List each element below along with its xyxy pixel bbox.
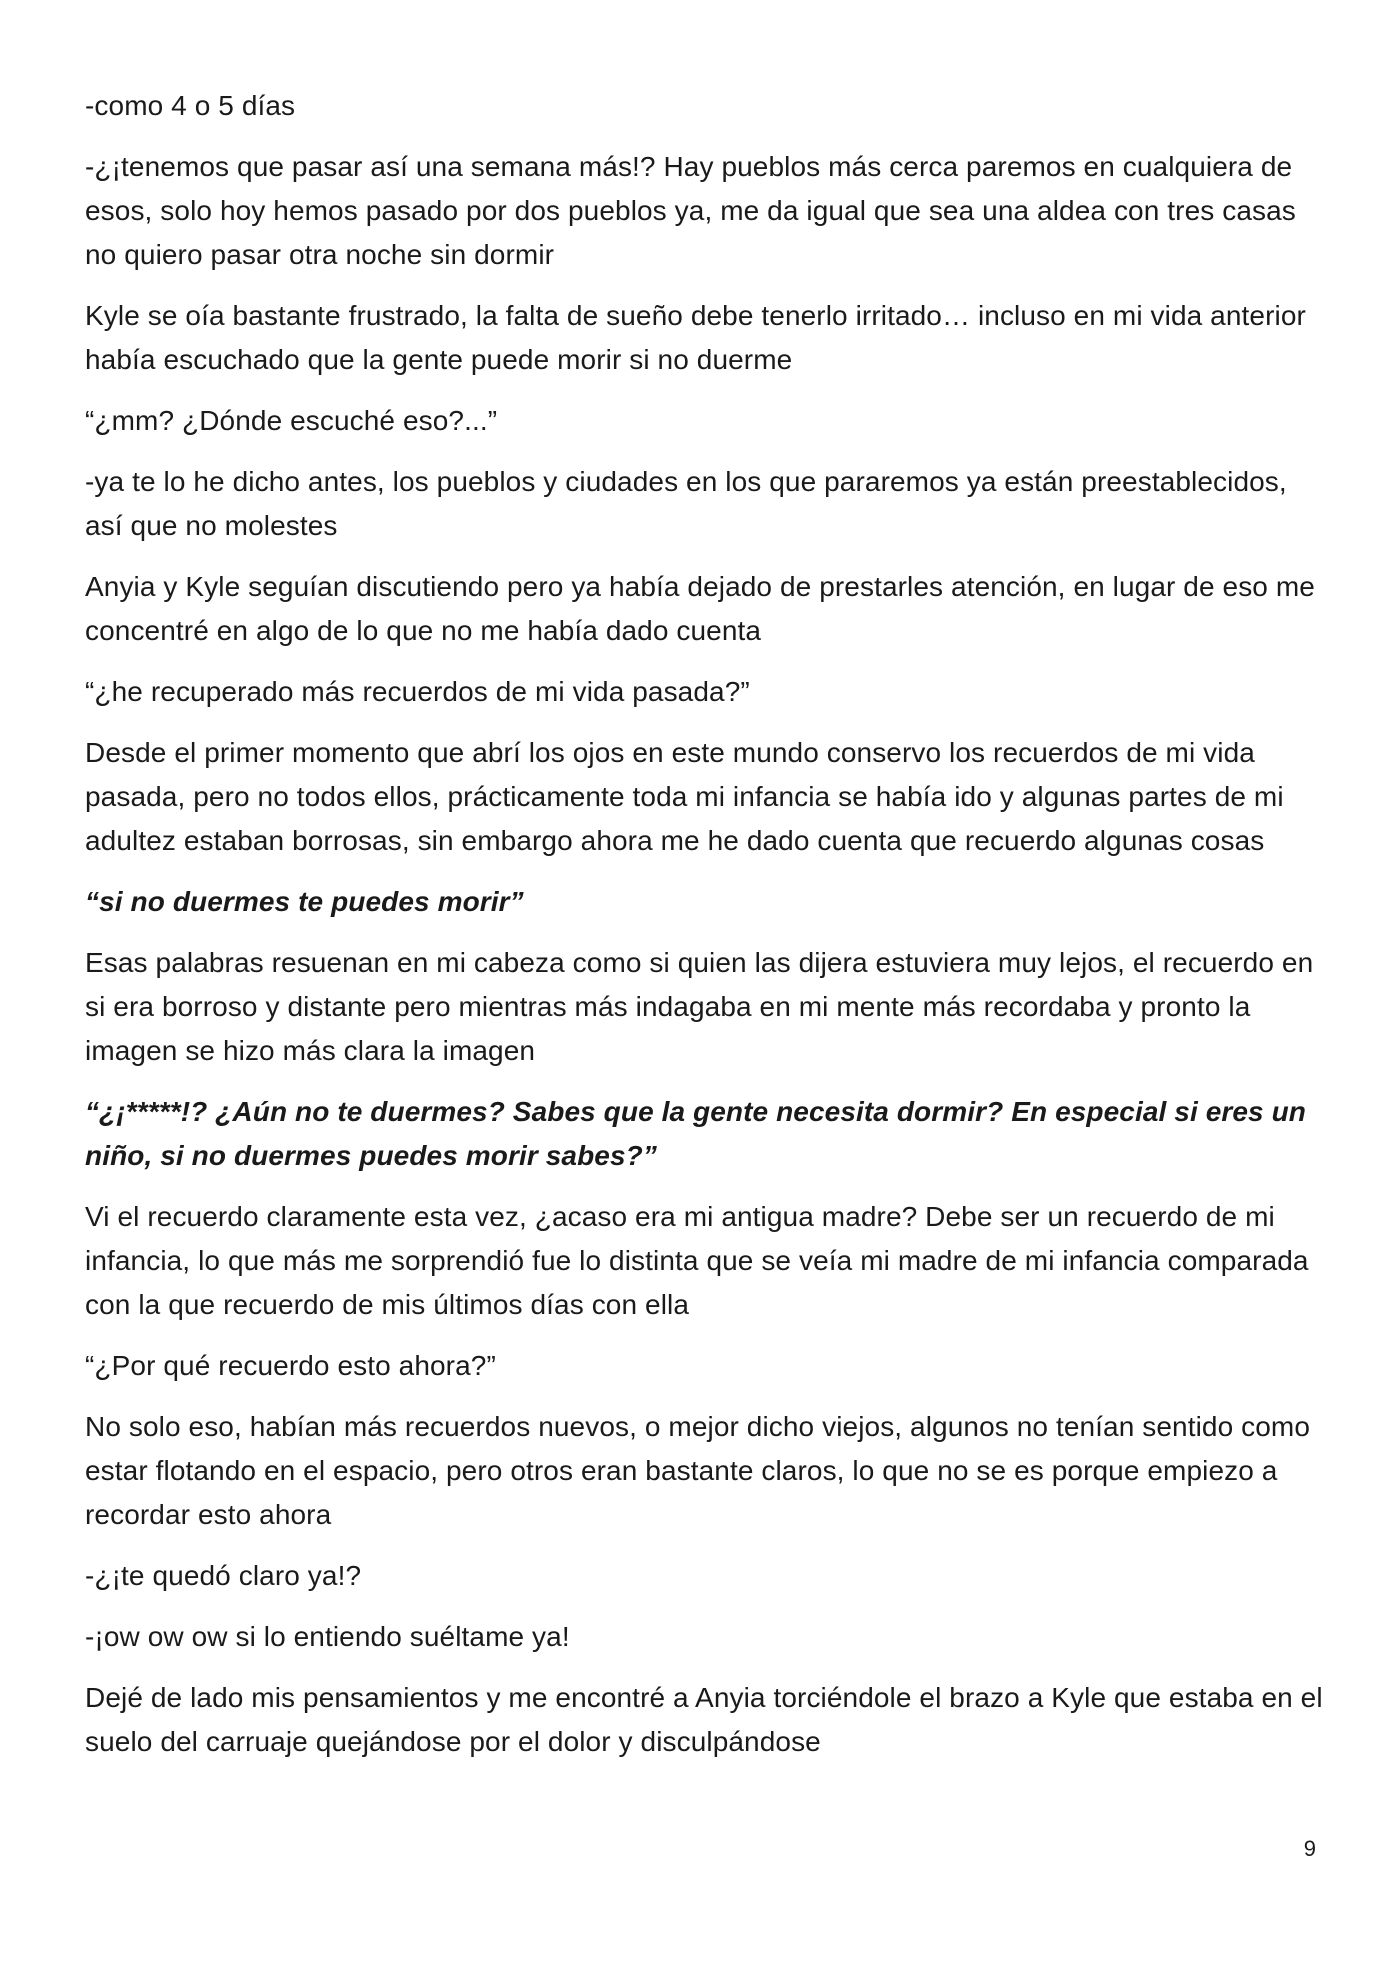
paragraph-dialogue: -¿¡te quedó claro ya!? (85, 1560, 362, 1591)
paragraph-narration: Vi el recuerdo claramente esta vez, ¿acaso era mi antigua madre? Debe ser un recuerdo de mi infancia, lo que más me sorprendió fue lo distinta que se veía mi madre de mi infancia comparada con la que recuerdo de mis últimos días con ella (85, 1201, 1309, 1320)
paragraph-memory-quote: “¿¡*****!? ¿Aún no te duermes? Sabes que la gente necesita dormir? En especial si eres un niño, si no duermes puedes morir sabes?” (85, 1096, 1307, 1171)
paragraph-narration: No solo eso, habían más recuerdos nuevos, o mejor dicho viejos, algunos no tenían sentido como estar flotando en el espacio, pero otros eran bastante claros, lo que no se es porque empiezo a recordar esto ahora (85, 1411, 1311, 1530)
page-number: 9 (1303, 1836, 1316, 1861)
paragraph-thought: “¿Por qué recuerdo esto ahora?” (85, 1350, 496, 1381)
paragraph-dialogue: -¡ow ow ow si lo entiendo suéltame ya! (85, 1621, 570, 1652)
paragraph-narration: Esas palabras resuenan en mi cabeza como si quien las dijera estuviera muy lejos, el recuerdo en si era borroso y distante pero mientras más indagaba en mi mente más recordaba y pronto la imagen se hizo más clara la imagen (85, 947, 1314, 1066)
document-page (85, 84, 1325, 1781)
paragraph-dialogue: -¿¡tenemos que pasar así una semana más!? Hay pueblos más cerca paremos en cualquiera de esos, solo hoy hemos pasado por dos pueblos ya, me da igual que sea una aldea con tres casas no quiero pasar otra noche sin dormir (85, 151, 1296, 270)
paragraph-narration: Dejé de lado mis pensamientos y me encontré a Anyia torciéndole el brazo a Kyle que estaba en el suelo del carruaje quejándose por el dolor y disculpándose (85, 1682, 1323, 1757)
paragraph-thought: “¿he recuperado más recuerdos de mi vida pasada?” (85, 676, 750, 707)
paragraph-thought: “¿mm? ¿Dónde escuché eso?...” (85, 405, 498, 436)
paragraph-dialogue: -como 4 o 5 días (85, 90, 296, 121)
paragraph-memory-quote: “si no duermes te puedes morir” (85, 886, 524, 917)
paragraph-narration: Kyle se oía bastante frustrado, la falta de sueño debe tenerlo irritado… incluso en mi vida anterior había escuchado que la gente puede morir si no duerme (85, 300, 1306, 375)
paragraph-dialogue: -ya te lo he dicho antes, los pueblos y ciudades en los que pararemos ya están preestablecidos, así que no molestes (85, 466, 1287, 541)
paragraph-narration: Anyia y Kyle seguían discutiendo pero ya había dejado de prestarles atención, en lugar de eso me concentré en algo de lo que no me había dado cuenta (85, 571, 1315, 646)
paragraph-narration: Desde el primer momento que abrí los ojos en este mundo conservo los recuerdos de mi vida pasada, pero no todos ellos, prácticamente toda mi infancia se había ido y algunas partes de mi adultez estaban borrosas, sin embargo ahora me he dado cuenta que recuerdo algunas cosas (85, 737, 1284, 856)
